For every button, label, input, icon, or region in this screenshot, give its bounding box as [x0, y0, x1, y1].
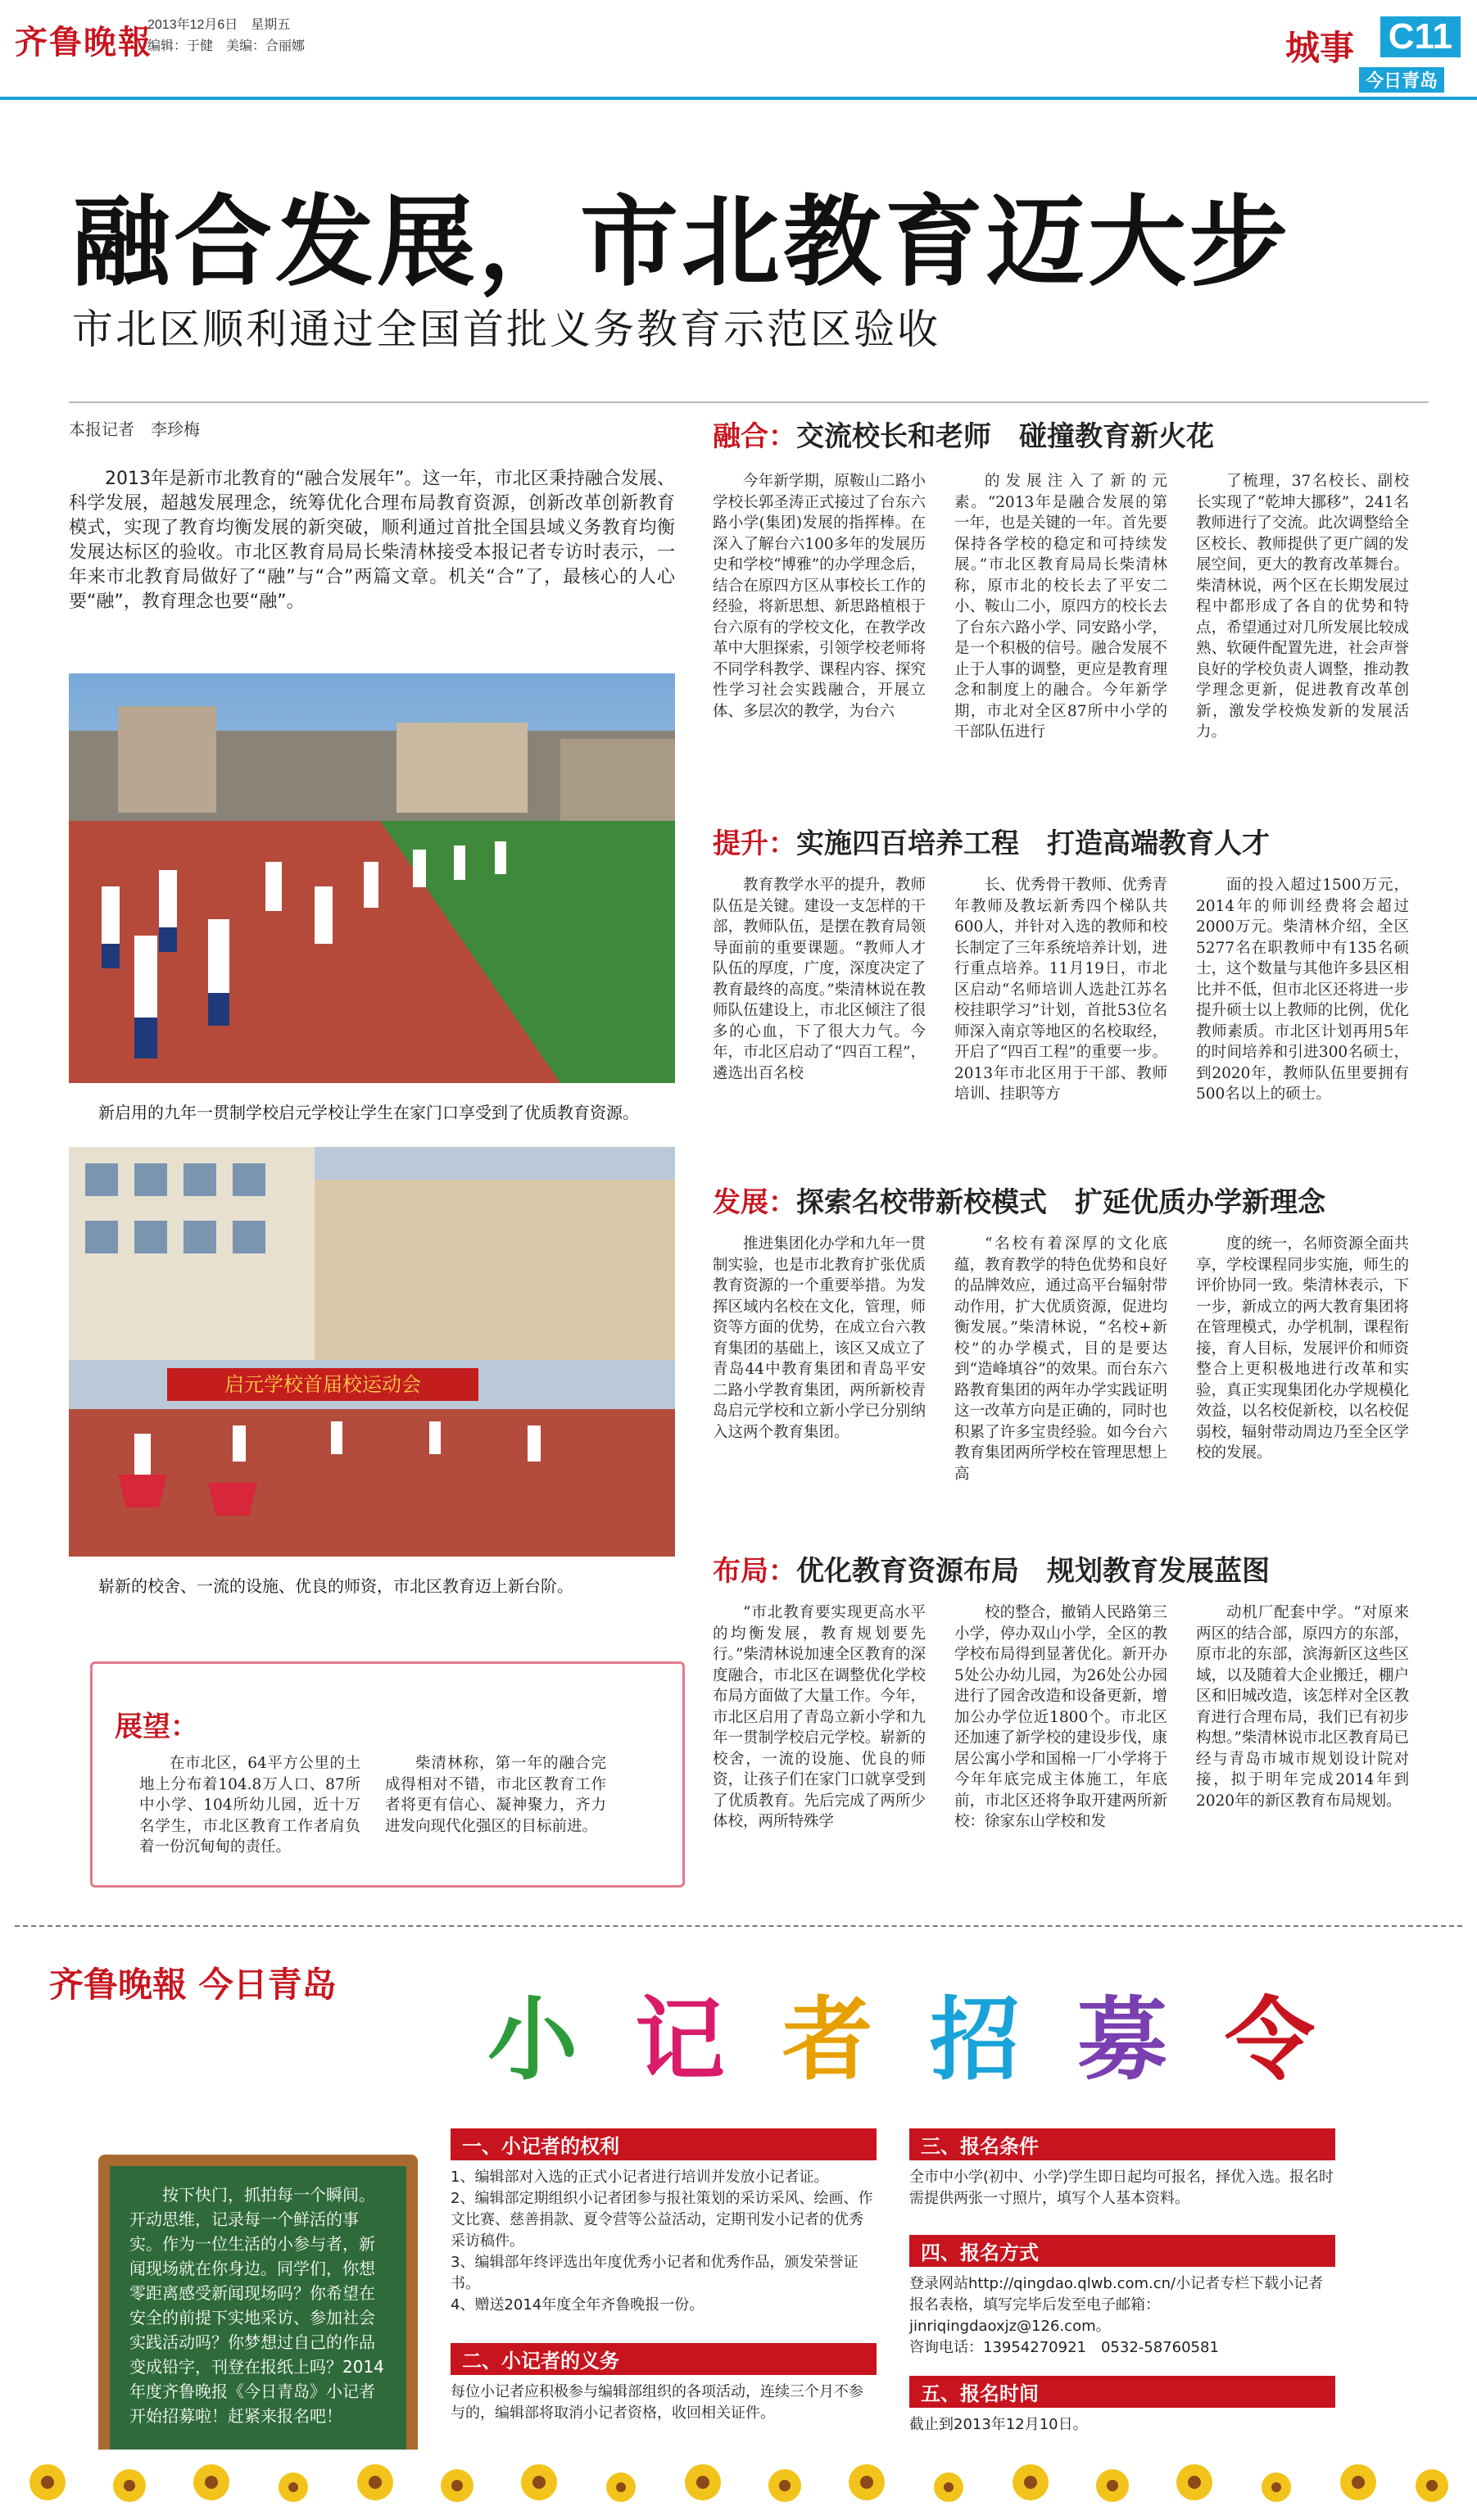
- rights-heading: 一、小记者的权利: [451, 2128, 877, 2160]
- conditions-text: 全市中小学(初中、小学)学生即日起均可报名，择优入选。报名时需提供两张一寸照片，填写个人基本资料。: [909, 2169, 1334, 2207]
- photo2-caption: 崭新的校舍、一流的设施、优良的师资，市北区教育迈上新台阶。: [98, 1576, 573, 1596]
- photo2-banner: 启元学校首届校运动会: [224, 1373, 421, 1396]
- section-heading: 交流校长和老师 碰撞教育新火花: [796, 420, 1214, 453]
- ad-duty: [451, 2343, 877, 2424]
- ad-brand: 齐鲁晚報 今日青岛: [49, 1965, 337, 2005]
- ad-title-char: 令: [1225, 1987, 1315, 2089]
- rights-item: 3、编辑部年终评选出年度优秀小记者和优秀作品，颁发荣誉证书。: [451, 2254, 859, 2292]
- rights-item: 4、赠送2014年度全年齐鲁晚报一份。: [451, 2296, 705, 2314]
- section4-col3: 动机厂配套中学。“对原来两区的结合部，原四方的东部，原市北的东部，滨海新区这些区域，以及随着大企业搬迁，棚户区和旧城改造，该怎样对全区教育进行合理布局，我们已有初步构想。”柴清林说市北区教育局已经与青岛市城市规划设计院对接，拟于明年完成2014年到2020年的新区教育布局规划。: [1196, 1604, 1409, 1810]
- time-text: 截止到2013年12月10日。: [909, 2416, 1088, 2433]
- section2-col3: 面的投入超过1500万元，2014年的师训经费将会超过2000万元。柴清林介绍，全区5277名在职教师中有135名硕士，这个数量与其他许多县区相比并不低，但市北区还将进一步提升硕士以上教师的比例，优化教师素质。市北区计划再用5年的时间培养和引进300名硕士，到2020年，教师队伍里要拥有500名以上的硕士。: [1196, 877, 1409, 1103]
- photo-students-exercise: [69, 673, 675, 1083]
- headline: 融合发展，市北教育迈大步: [72, 186, 1291, 300]
- photo1-illustration: [69, 673, 675, 1083]
- time-heading: 五、报名时间: [909, 2376, 1335, 2408]
- newspaper-logo: 齐鲁晚報: [15, 23, 152, 61]
- duty-text: 每位小记者应积极参与编辑部组织的各项活动，连续三个月不参与的，编辑部将取消小记者资格，收回相关证件。: [451, 2383, 863, 2422]
- section-tag: 发展：: [713, 1186, 796, 1219]
- chalkboard-intro: 按下快门，抓拍每一个瞬间。开动思维，记录每一个鲜活的事实。作为一位生活的小参与者，新闻现场就在你身边。同学们，你想零距离感受新闻现场吗？你希望在安全的前提下实地采访、参加社会实践活动吗？你梦想过自己的作品变成铅字，刊登在报纸上吗？2014年度齐鲁晚报《今日青岛》小记者开始招募啦！赶紧来报名吧！: [98, 2155, 418, 2474]
- subsection-name: 今日青岛: [1359, 67, 1444, 93]
- ad-rights: [451, 2128, 877, 2316]
- issue-date: 2013年12月6日 星期五: [147, 18, 291, 32]
- outlook-col2: 柴清林称，第一年的融合完成得相对不错，市北区教育工作者将更有信心、凝神聚力，齐力进发向现代化强区的目标前进。: [385, 1755, 606, 1835]
- section1-col1: 今年新学期，原鞍山二路小学校长郭圣涛正式接过了台东六路小学(集团)发展的指挥棒。在深入了解台六100多年的发展历史和学校“博雅”的办学理念后，结合在原四方区从事校长工作的经验，将新思想、新思路植根于台六原有的学校文化，在教学改革中大胆探索，引领学校老师将不同学科教学、课程内容、探究性学习社会实践融合，开展立体、多层次的教学，为台六: [713, 473, 926, 720]
- divider: [69, 401, 1429, 403]
- ad-title-char: 招: [930, 1987, 1020, 2089]
- section1-col3: 了梳理，37名校长、副校长实现了“乾坤大挪移”，241名教师进行了交流。此次调整给全区校长、教师提供了更广阔的发展空间，更大的教育改革舞台。柴清林说，两个区在长期发展过程中都形成了各自的优势和特点，希望通过对几所发展比较成熟、软硬件配置先进，社会声誉良好的学校负责人调整，推动教学理念更新，促进教育改革创新，激发学校焕发新的发展活力。: [1196, 473, 1409, 741]
- ad-title-banner: [459, 1974, 1376, 2089]
- photo1-caption: 新启用的九年一贯制学校启元学校让学生在家门口享受到了优质教育资源。: [98, 1103, 639, 1122]
- section-tag: 提升：: [713, 827, 796, 860]
- method-text: 登录网站http://qingdao.qlwb.com.cn/小记者专栏下载小记者报名表格，填写完毕后发至电子邮箱：jinriqingdaoxjz@126.com。: [909, 2275, 1324, 2335]
- rights-item: 2、编辑部定期组织小记者团参与报社策划的采访采风、绘画、作文比赛、慈善捐款、夏令营等公益活动，定期刊发小记者的优秀采访稿件。: [451, 2190, 873, 2250]
- contact-phone: 咨询电话：13954270921 0532-58760581: [909, 2339, 1219, 2356]
- ad-title-char: 者: [782, 1987, 872, 2089]
- section3-col1: 推进集团化办学和九年一贯制实验，也是市北教育扩张优质教育资源的一个重要举措。为发挥区域内名校在文化，管理，师资等方面的优势，在成立台六教育集团的基础上，该区又成立了青岛44中教育集团和青岛平安二路小学教育集团，两所新校青岛启元学校和立新小学已分别纳入这两个教育集团。: [713, 1235, 926, 1441]
- duty-heading: 二、小记者的义务: [451, 2343, 877, 2375]
- section-tag: 布局：: [713, 1555, 796, 1588]
- section-name: 城事: [1284, 28, 1354, 68]
- section3-col2: “名校有着深厚的文化底蕴，教育教学的特色优势和良好的品牌效应，通过高平台辐射带动作用，扩大优质资源，促进均衡发展。”柴清林说，“名校+新校”的办学模式，目的是要达到“造峰填谷”的效果。而台东六路教育集团的两年办学实践证明这一改革方向是正确的，同时也积累了许多宝贵经验。如今台六教育集团两所学校在管理思想上高: [954, 1235, 1167, 1483]
- section-title-layout: [713, 1548, 1270, 1589]
- ad-title-char: 募: [1077, 1987, 1167, 2089]
- section2-col1: 教育教学水平的提升，教师队伍是关键。建设一支怎样的干部，教师队伍，是摆在教育局领导面前的重要课题。“教师人才队伍的厚度，广度，深度决定了教育最终的高度。”柴清林说在教师队伍建设上，市北区倾注了很多的心血，下了很大力气。今年，市北区启动了“四百工程”，遴选出百名校: [713, 877, 926, 1082]
- section-title-fusion: [713, 414, 1214, 454]
- ad-method: [909, 2235, 1335, 2359]
- conditions-heading: 三、报名条件: [909, 2128, 1335, 2160]
- section-heading: 优化教育资源布局 规划教育发展蓝图: [796, 1555, 1270, 1588]
- section1-col2: 的发展注入了新的元素。“2013年是融合发展的第一年，也是关键的一年。首先要保持各学校的稳定和可持续发展。”市北区教育局局长柴清林称，原市北的校长去了平安二小、鞍山二小，原四方的校长去了台东六路小学、同安路小学，是一个积极的信号。融合发展不止于人事的调整，更应是教育理念和制度上的融合。今年新学期，市北对全区87所中小学的干部队伍进行: [954, 473, 1167, 741]
- ad-conditions: [909, 2128, 1335, 2210]
- issue-meta: [147, 15, 305, 57]
- section-heading: 实施四百培养工程 打造高端教育人才: [796, 827, 1270, 860]
- section-title-develop: [713, 1180, 1325, 1220]
- issue-editors: 编辑：于健 美编：合丽娜: [147, 39, 306, 53]
- ad-time: [909, 2376, 1335, 2436]
- header-rule: [0, 97, 1477, 100]
- outlook-col1: 在市北区，64平方公里的土地上分布着104.8万人口、87所中小学、104所幼儿园，近十万名学生，市北区教育工作者肩负着一份沉甸甸的责任。: [139, 1755, 360, 1856]
- method-heading: 四、报名方式: [909, 2235, 1335, 2267]
- section-tag: 融合：: [713, 420, 796, 453]
- byline: 本报记者 李珍梅: [69, 419, 200, 439]
- outlook-title: 展望：: [115, 1711, 198, 1743]
- subheadline: 市北区顺利通过全国首批义务教育示范区验收: [72, 306, 940, 353]
- ad-title-char: 记: [635, 1987, 725, 2089]
- page-number: C11: [1380, 16, 1461, 57]
- section-heading: 探索名校带新校模式 扩延优质办学新理念: [796, 1186, 1325, 1219]
- flower-border: [15, 2450, 1462, 2507]
- ad-title-char: 小: [487, 1987, 578, 2089]
- section4-col1: “市北教育要实现更高水平的均衡发展，教育规划要先行。”柴清林说加速全区教育的深度融合，市北区在调整优化学校布局方面做了大量工作。今年，市北区启用了青岛立新小学和九年一贯制学校启元学校。崭新的校舍，一流的设施、优良的师资，让孩子们在家门口就享受到了优质教育。先后完成了两所少体校，两所特殊学: [713, 1604, 926, 1830]
- section2-col2: 长、优秀骨干教师、优秀青年教师及教坛新秀四个梯队共600人，并针对入选的教师和校长制定了三年系统培养计划，进行重点培养。11月19日，市北区启动“名师培训人选赴江苏名校挂职学习”计划，首批53位名师深入南京等地区的名校取经，开启了“四百工程”的重要一步。2013年市北区用于干部、教师培训、挂职等方: [954, 877, 1167, 1103]
- lead-paragraph: 2013年是新市北教育的“融合发展年”。这一年，市北区秉持融合发展、科学发展，超越发展理念，统筹优化合理布局教育资源，创新改革创新教育模式，实现了教育均衡发展的新突破，顺利通过首批全国县域义务教育均衡发展达标区的验收。市北区教育局局长柴清林接受本报记者专访时表示，一年来市北教育局做好了“融”与“合”两篇文章。机关“合”了，最核心的人心要“融”，教育理念也要“融”。: [69, 469, 675, 612]
- section4-col2: 校的整合，撤销人民路第三小学，停办双山小学，全区的教学校布局得到显著优化。新开办5处公办幼儿园，为26处公办园进行了园舍改造和设备更新，增加公办学位近1800个。市北区还加速了新学校的建设步伐，康居公寓小学和国棉一厂小学将于今年年底完成主体施工，年底前，市北区还将争取开建两所新校：徐家东山学校和发: [954, 1604, 1167, 1830]
- rights-item: 1、编辑部对入选的正式小记者进行培训并发放小记者证。: [451, 2169, 829, 2186]
- section-title-improve: [713, 821, 1270, 861]
- section3-col3: 度的统一，名师资源全面共享，学校课程同步实施，师生的评价协同一致。柴清林表示，下一步，新成立的两大教育集团将在管理模式，办学机制，课程衔接，育人目标，发展评价和师资整合上更积极地进行改革和实验，真正实现集团化办学规模化效益，以名校促新校，以名校促弱校，辐射带动周边乃至全区学校的发展。: [1196, 1235, 1409, 1462]
- photo2-illustration: [69, 1147, 675, 1557]
- photo-school-sports-meet: [69, 1147, 675, 1557]
